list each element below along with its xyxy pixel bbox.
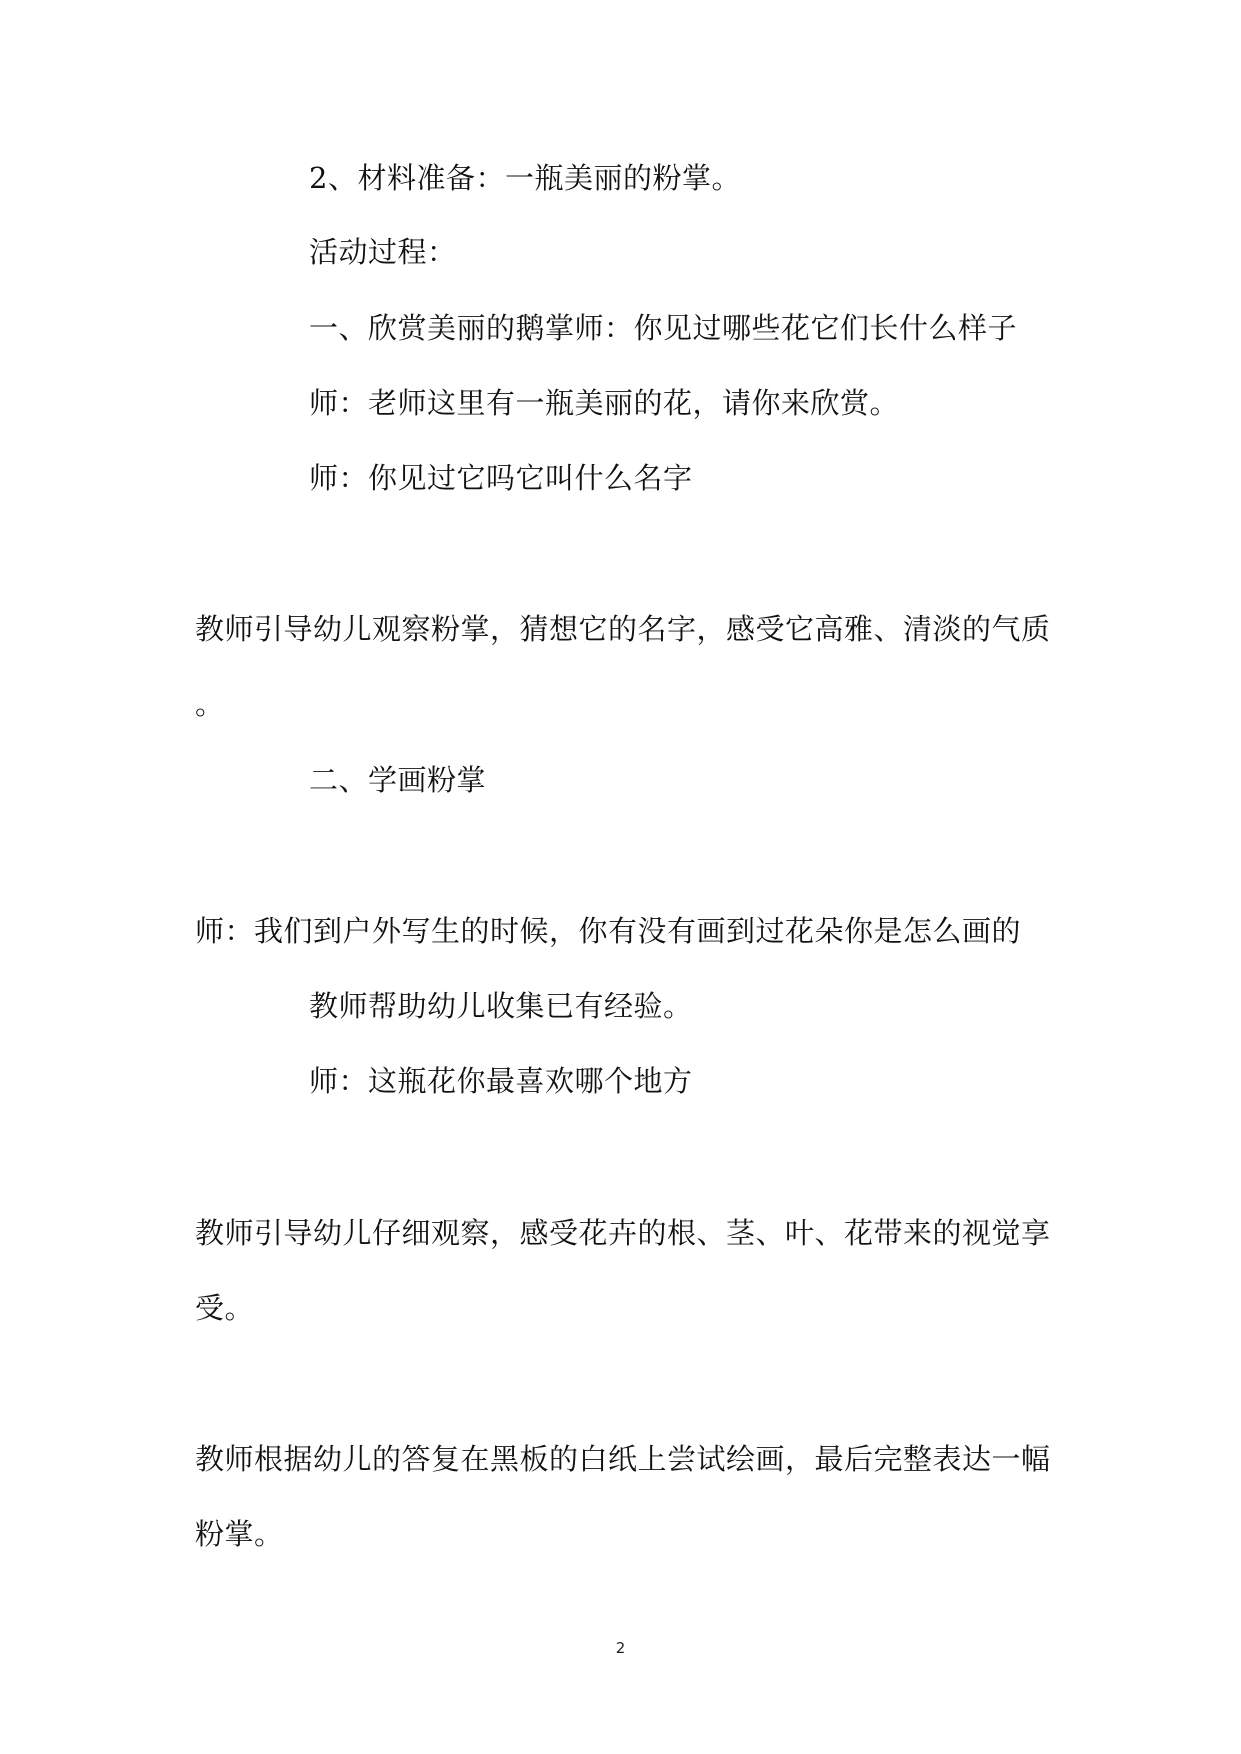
paragraph-line: 教师帮助幼儿收集已有经验。 [309, 989, 693, 1023]
teacher-line: 师：老师这里有一瓶美丽的花，请你来欣赏。 [309, 386, 900, 420]
paragraph-line: 教师引导幼儿观察粉掌，猜想它的名字，感受它高雅、清淡的气质 [195, 612, 1051, 646]
teacher-line: 师：你见过它吗它叫什么名字 [309, 461, 693, 495]
paragraph-line: 。 [195, 687, 225, 721]
paragraph-line: 受。 [195, 1291, 255, 1325]
section-one-heading: 一、欣赏美丽的鹅掌师：你见过哪些花它们长什么样子 [309, 311, 1018, 345]
activity-process-heading: 活动过程： [309, 235, 457, 269]
page-number: 2 [615, 1639, 626, 1657]
teacher-line: 师：我们到户外写生的时候，你有没有画到过花朵你是怎么画的 [195, 914, 1022, 948]
paragraph-line: 教师引导幼儿仔细观察，感受花卉的根、茎、叶、花带来的视觉享 [195, 1216, 1051, 1250]
material-prep-line: 2、材料准备：一瓶美丽的粉掌。 [309, 161, 741, 195]
section-two-heading: 二、学画粉掌 [309, 763, 487, 797]
paragraph-line: 粉掌。 [195, 1517, 284, 1551]
paragraph-line: 教师根据幼儿的答复在黑板的白纸上尝试绘画，最后完整表达一幅 [195, 1442, 1051, 1476]
teacher-line: 师：这瓶花你最喜欢哪个地方 [309, 1064, 693, 1098]
